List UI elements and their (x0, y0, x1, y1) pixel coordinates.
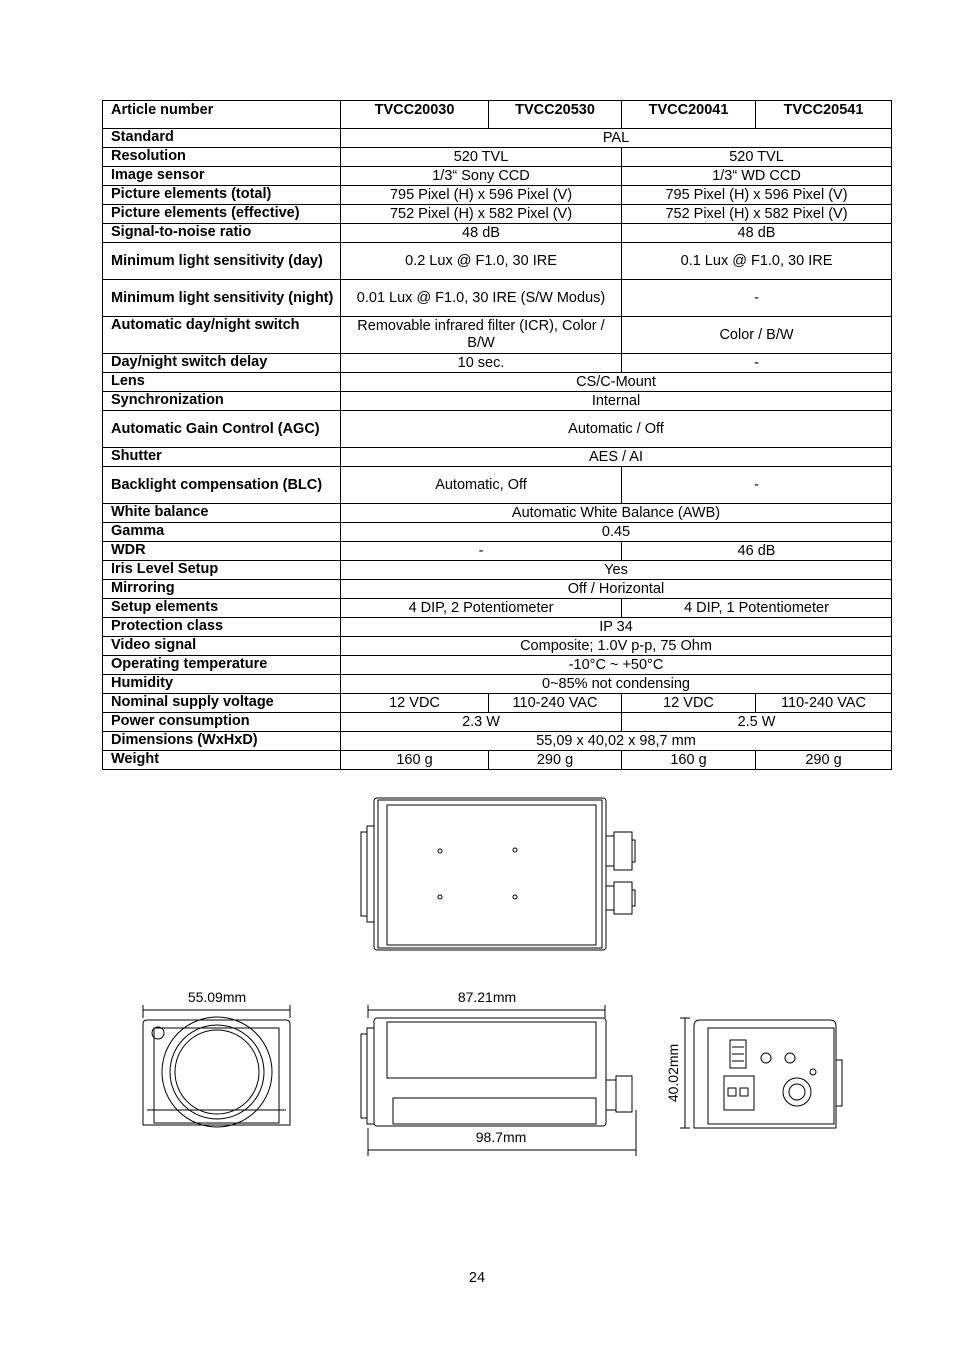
row-label: Image sensor (103, 167, 341, 186)
cell-value: Automatic White Balance (AWB) (341, 504, 892, 523)
cell-value: 0~85% not condensing (341, 675, 892, 694)
cell-value: 0.45 (341, 523, 892, 542)
cell-value: 752 Pixel (H) x 582 Pixel (V) (622, 205, 892, 224)
camera-front-view (143, 1005, 290, 1127)
row-label: Picture elements (effective) (103, 205, 341, 224)
row-label: Iris Level Setup (103, 561, 341, 580)
cell-value: 160 g (622, 751, 756, 770)
row-label: WDR (103, 542, 341, 561)
cell-value: 1/3“ Sony CCD (341, 167, 622, 186)
row-label: Protection class (103, 618, 341, 637)
cell-value: 48 dB (341, 224, 622, 243)
cell-value: 160 g (341, 751, 489, 770)
row-label: Shutter (103, 448, 341, 467)
cell-value: 48 dB (622, 224, 892, 243)
row-label: Automatic day/night switch (103, 317, 341, 354)
row-label: Picture elements (total) (103, 186, 341, 205)
camera-rear-view (680, 1018, 842, 1128)
header-model: TVCC20041 (622, 101, 756, 129)
row-label: Dimensions (WxHxD) (103, 732, 341, 751)
row-label: Operating temperature (103, 656, 341, 675)
cell-value: Automatic, Off (341, 467, 622, 504)
row-label: Lens (103, 373, 341, 392)
dimension-width-label: 55.09mm (187, 989, 247, 1005)
cell-value: 1/3“ WD CCD (622, 167, 892, 186)
cell-value: 46 dB (622, 542, 892, 561)
row-label: Automatic Gain Control (AGC) (103, 411, 341, 448)
dimension-height-label: 40.02mm (665, 1043, 681, 1103)
cell-value: 290 g (489, 751, 622, 770)
cell-value: 4 DIP, 1 Potentiometer (622, 599, 892, 618)
cell-value: 290 g (756, 751, 892, 770)
cell-value: AES / AI (341, 448, 892, 467)
row-label: Synchronization (103, 392, 341, 411)
row-label: Minimum light sensitivity (day) (103, 243, 341, 280)
cell-value: Internal (341, 392, 892, 411)
cell-value: CS/C-Mount (341, 373, 892, 392)
cell-value: Color / B/W (622, 317, 892, 354)
cell-value: Yes (341, 561, 892, 580)
header-model: TVCC20530 (489, 101, 622, 129)
row-label: Weight (103, 751, 341, 770)
cell-value: 520 TVL (341, 148, 622, 167)
dimension-body-length-label: 87.21mm (457, 989, 517, 1005)
cell-value: - (622, 354, 892, 373)
cell-value: 795 Pixel (H) x 596 Pixel (V) (341, 186, 622, 205)
row-label: White balance (103, 504, 341, 523)
row-label: Backlight compensation (BLC) (103, 467, 341, 504)
row-label: Nominal supply voltage (103, 694, 341, 713)
cell-value: - (341, 542, 622, 561)
cell-value: IP 34 (341, 618, 892, 637)
cell-value: 752 Pixel (H) x 582 Pixel (V) (341, 205, 622, 224)
row-label: Resolution (103, 148, 341, 167)
row-label: Day/night switch delay (103, 354, 341, 373)
cell-value: - (622, 280, 892, 317)
cell-value: Removable infrared filter (ICR), Color / B/W (341, 317, 622, 354)
cell-value: 2.3 W (341, 713, 622, 732)
cell-value: 795 Pixel (H) x 596 Pixel (V) (622, 186, 892, 205)
cell-value: 10 sec. (341, 354, 622, 373)
header-model: TVCC20541 (756, 101, 892, 129)
page-number: 24 (468, 1270, 486, 1286)
row-label: Standard (103, 129, 341, 148)
header-article-number: Article number (103, 101, 341, 129)
row-label: Humidity (103, 675, 341, 694)
row-label: Setup elements (103, 599, 341, 618)
camera-top-view (361, 798, 635, 950)
cell-value: Composite; 1.0V p-p, 75 Ohm (341, 637, 892, 656)
cell-value: Automatic / Off (341, 411, 892, 448)
cell-value: 12 VDC (622, 694, 756, 713)
cell-value: 0.2 Lux @ F1.0, 30 IRE (341, 243, 622, 280)
cell-value: 110-240 VAC (489, 694, 622, 713)
cell-value: 55,09 x 40,02 x 98,7 mm (341, 732, 892, 751)
cell-value: 520 TVL (622, 148, 892, 167)
row-label: Minimum light sensitivity (night) (103, 280, 341, 317)
cell-value: 12 VDC (341, 694, 489, 713)
cell-value: Off / Horizontal (341, 580, 892, 599)
row-label: Gamma (103, 523, 341, 542)
cell-value: 0.01 Lux @ F1.0, 30 IRE (S/W Modus) (341, 280, 622, 317)
dimension-total-length-label: 98.7mm (475, 1129, 527, 1145)
row-label: Mirroring (103, 580, 341, 599)
row-label: Power consumption (103, 713, 341, 732)
cell-value: 4 DIP, 2 Potentiometer (341, 599, 622, 618)
row-label: Signal-to-noise ratio (103, 224, 341, 243)
cell-value: 2.5 W (622, 713, 892, 732)
cell-value: 0.1 Lux @ F1.0, 30 IRE (622, 243, 892, 280)
cell-value: PAL (341, 129, 892, 148)
header-model: TVCC20030 (341, 101, 489, 129)
cell-value: -10°C ~ +50°C (341, 656, 892, 675)
cell-value: - (622, 467, 892, 504)
cell-value: 110-240 VAC (756, 694, 892, 713)
row-label: Video signal (103, 637, 341, 656)
